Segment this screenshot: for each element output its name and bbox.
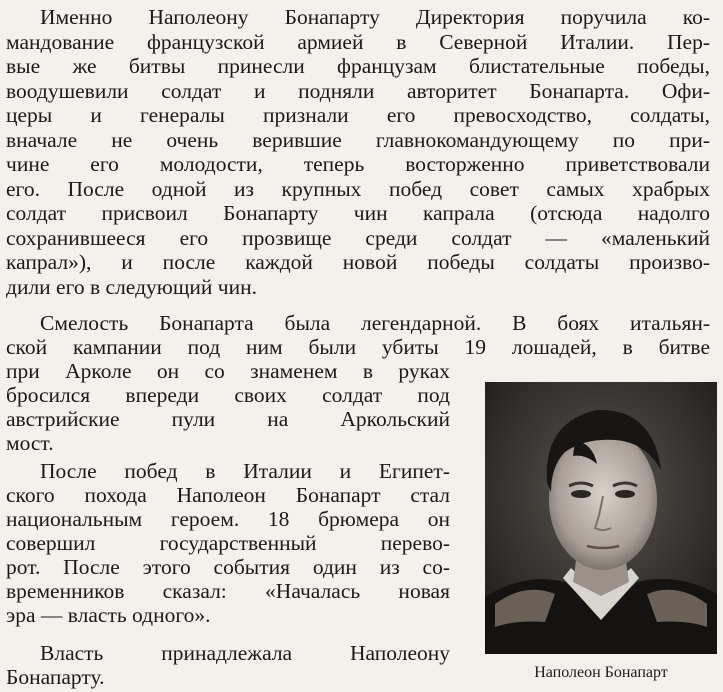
text-line: капрал»), и после каждой новой победы солдаты произво- <box>6 250 710 274</box>
text-line: мост. <box>6 431 54 455</box>
text-line: ского похода Наполеон Бонапарт стал <box>6 483 450 507</box>
portrait-caption: Наполеон Бонапарт <box>534 664 668 681</box>
text-line: вые же битвы принесли французам блистательные победы, <box>6 54 710 78</box>
portrait-illustration <box>485 382 717 654</box>
text-line: мандование французской армией в Северной Италии. Пер- <box>6 29 710 54</box>
text-line: вначале не очень верившие главнокомандующему по при- <box>6 127 710 152</box>
text-line: воодушевили солдат и подняли авторитет Бонапарта. Офи- <box>6 78 710 103</box>
text-line: совершил государственный перево- <box>6 531 450 555</box>
text-line: австрийские пули на Аркольский <box>6 407 450 431</box>
text-line: церы и генералы признали его превосходство, солдаты, <box>6 103 710 127</box>
text-line: После побед в Италии и Египет- <box>40 459 450 483</box>
text-line: при Арколе он со знаменем в руках <box>6 359 450 383</box>
text-line: рот. После этого события один из со- <box>6 555 450 579</box>
text-line: чине его молодости, теперь восторженно приветствовали <box>6 152 710 176</box>
text-line: сохранившееся его прозвище среди солдат — «маленький <box>6 225 710 250</box>
text-line: Власть принадлежала Наполеону <box>40 641 450 665</box>
text-line: Именно Наполеону Бонапарту Директория поручила ко- <box>40 5 710 29</box>
text-line: Смелость Бонапарта была легендарной. В боях итальян- <box>40 311 710 335</box>
text-line: бросился впереди своих солдат под <box>6 383 450 407</box>
text-line: его. После одной из крупных побед совет самых храбрых <box>6 176 710 201</box>
text-line: Бонапарту. <box>6 665 105 689</box>
napoleon-portrait-image <box>485 382 717 654</box>
text-line: эра — власть одного». <box>6 603 211 627</box>
text-line: солдат присвоил Бонапарту чин капрала (отсюда надолго <box>6 201 710 225</box>
text-line: временников сказал: «Началась новая <box>6 579 450 603</box>
text-line: дили его в следующий чин. <box>6 274 257 299</box>
text-line: ской кампании под ним были убиты 19 лошадей, в битве <box>6 335 710 359</box>
text-line: национальным героем. 18 брюмера он <box>6 507 450 531</box>
